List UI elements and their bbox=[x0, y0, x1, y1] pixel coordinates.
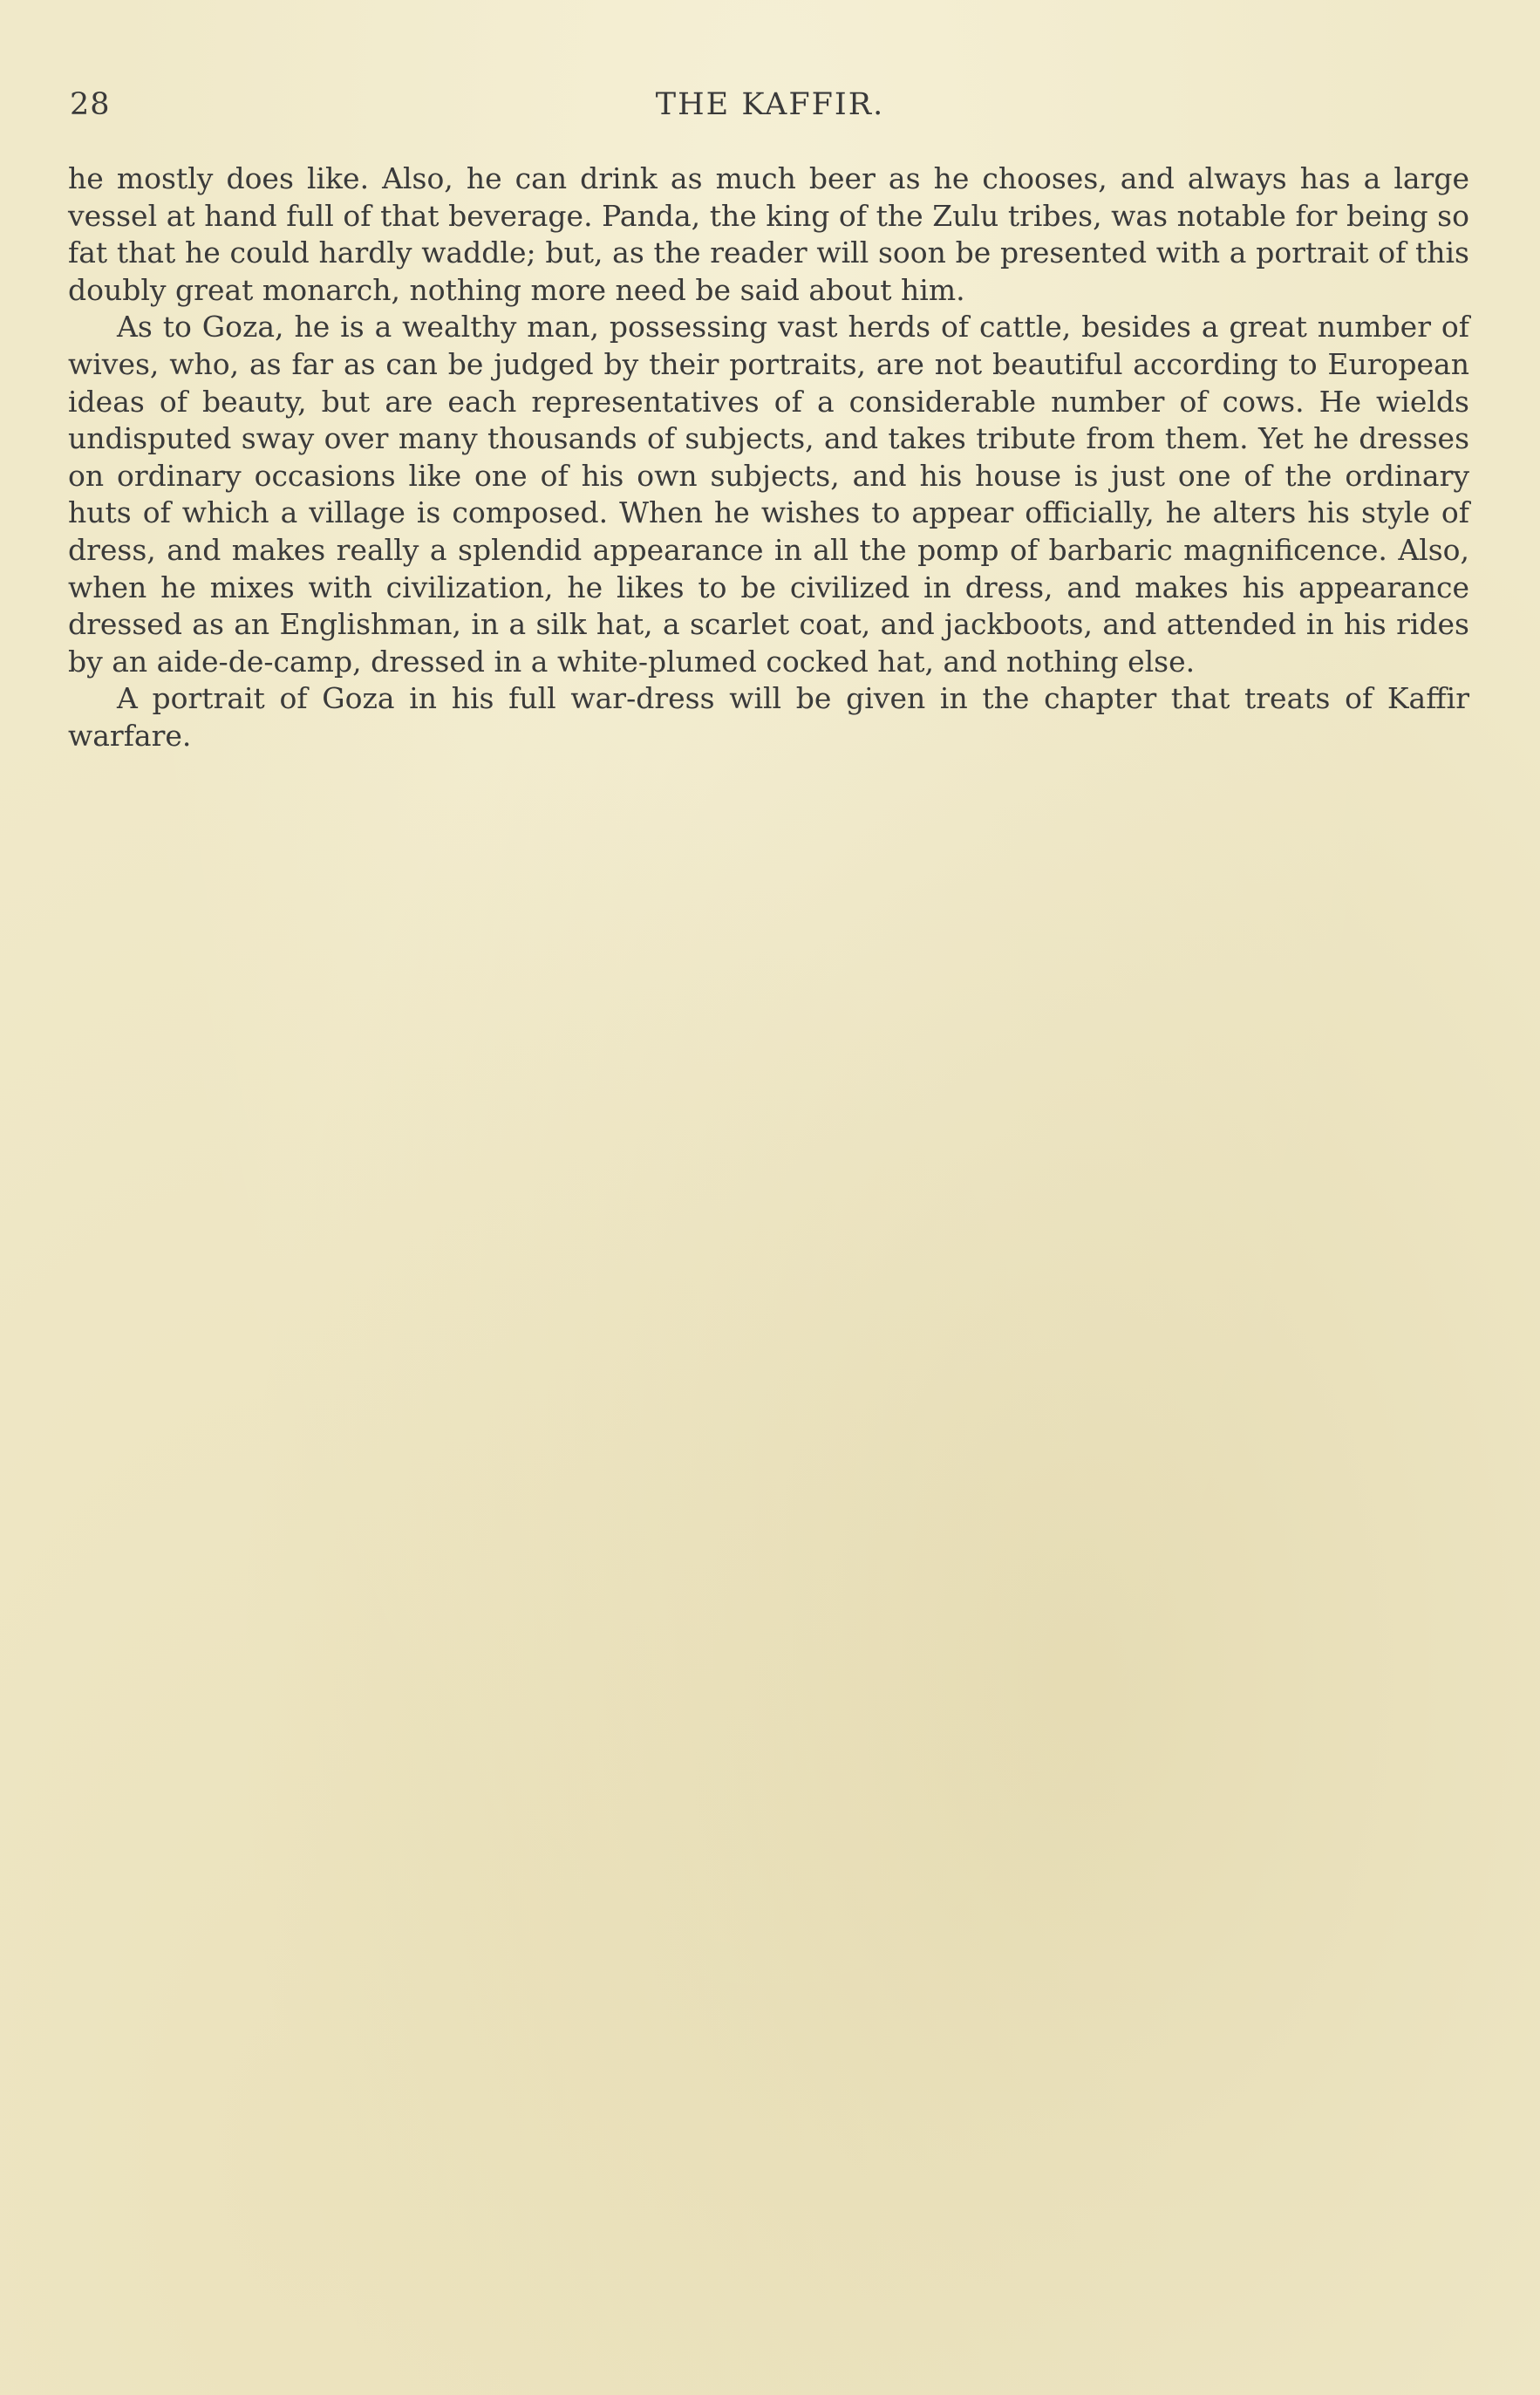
body-text bbox=[68, 160, 1469, 755]
paragraph-portrait: A portrait of Goza in his full war-dress will be given in the chapter that treats of Kaffir warfare. bbox=[68, 681, 1469, 753]
page-number: 28 bbox=[70, 87, 111, 122]
running-head bbox=[70, 87, 1470, 131]
paragraph-continued: he mostly does like. Also, he can drink as much beer as he chooses, and always has a large vessel at hand full of that beverage. Panda, the king of the Zulu tribes, was notable for being so fat that he could hardly waddle; but, as the reader will soon be presented with a portrait of this doubly great monarch, nothing more need be said about him. bbox=[68, 161, 1469, 307]
paragraph-goza: As to Goza, he is a wealthy man, possessing vast herds of cattle, besides a great number of wives, who, as far as can be judged by their portraits, are not beautiful according to European ideas of beauty, but are each representatives of a considerable number of cows. He wields undisputed sway over many thousands of subjects, and takes tribute from them. Yet he dresses on ordinary occasions like one of his own subjects, and his house is just one of the ordinary huts of which a village is composed. When he wishes to appear officially, he alters his style of dress, and makes really a splendid appearance in all the pomp of barbaric magnificence. Also, when he mixes with civilization, he likes to be civilized in dress, and makes his appearance dressed as an Englishman, in a silk hat, a scarlet coat, and jackboots, and attended in his rides by an aide-de-camp, dressed in a white-plumed cocked hat, and nothing else. bbox=[68, 310, 1469, 679]
running-title: THE KAFFIR. bbox=[655, 87, 885, 122]
